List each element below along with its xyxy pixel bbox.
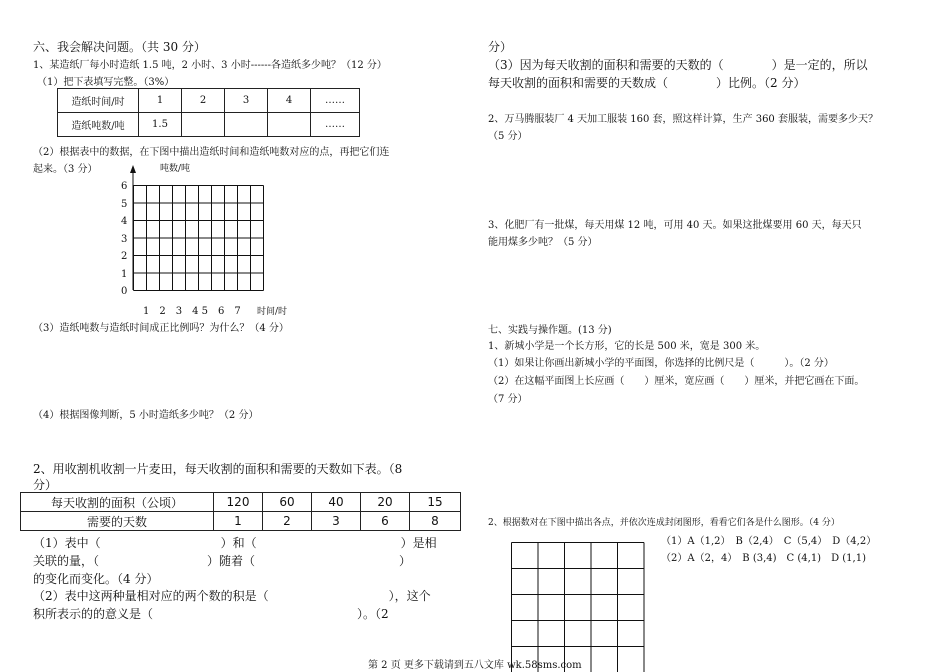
q1-part1: （1）把下表填写完整。（3%） — [37, 77, 175, 88]
q2-part1-line2: 关联的量，（ ）随着（ ） — [33, 554, 412, 568]
table-cell: 60 — [263, 493, 312, 512]
q1-stem: 1、某造纸厂每小时造纸 1.5 吨，2 小时、3 小时------各造纸多少吨？（12 分） — [33, 60, 387, 71]
q2-part2-line1: （2）表中这两种量相对应的两个数的积是（ ），这个 — [33, 589, 431, 603]
table-cell — [182, 113, 225, 137]
table-cell: …… — [311, 113, 360, 137]
q2-part2-line2: 积所表示的的意义是（ ）。（2 — [33, 607, 389, 621]
graph-x-label: 时间/时 — [257, 307, 288, 317]
table-cell: 1.5 — [139, 113, 182, 137]
q2-part3-line1: （3）因为每天收割的面积和需要的天数的（ ）是一定的，所以 — [488, 58, 868, 72]
q2-stem-line1: 2、用收割机收割一片麦田，每天收割的面积和需要的天数如下表。（8 — [33, 462, 403, 476]
table-cell: 40 — [312, 493, 361, 512]
q4-line1: 3、化肥厂有一批煤，每天用煤 12 吨，可用 40 天。如果这批煤要用 60 天，每天只 — [488, 220, 862, 231]
table-row-label: 每天收割的面积（公顷） — [21, 493, 214, 512]
q2-part1-line3: 的变化而变化。（4 分） — [33, 572, 159, 586]
s7q2-set1: （1）A（1,2） B（2,4） C（5,4） D（4,2） — [661, 536, 877, 547]
harvest-table — [20, 492, 461, 531]
table-cell — [268, 113, 311, 137]
s7q2-set2: （2）A（2，4） B (3,4) C (4,1) D (1,1) — [661, 553, 866, 564]
continued-text: 分） — [488, 40, 513, 54]
paper-table — [57, 88, 360, 137]
section-six-title: 六、我会解决问题。（共 30 分） — [33, 40, 206, 54]
table-cell: 3 — [225, 89, 268, 113]
table-cell: 120 — [214, 493, 263, 512]
table-cell: 2 — [263, 512, 312, 531]
blank-grid — [510, 541, 646, 672]
table-cell: 20 — [361, 493, 410, 512]
q3-line1: 2、万马腾服装厂 4 天加工服装 160 套，照这样计算，生产 360 套服装，需要多少天？ — [488, 114, 878, 125]
table-cell — [225, 113, 268, 137]
q1-part2-line1: （2）根据表中的数据，在下图中描出造纸时间和造纸吨数对应的点，再把它们连 — [33, 147, 390, 158]
table-cell: 15 — [410, 493, 461, 512]
table-cell: …… — [311, 89, 360, 113]
table-row-label: 造纸吨数/吨 — [58, 113, 139, 137]
table-row-label: 造纸时间/时 — [58, 89, 139, 113]
s7q1-stem: 1、新城小学是一个长方形，它的长是 500 米，宽是 300 米。 — [488, 341, 766, 352]
table-cell: 8 — [410, 512, 461, 531]
q4-line2: 能用煤多少吨？（5 分） — [488, 237, 598, 248]
section-seven-title: 七、实践与操作题。(13 分) — [488, 325, 612, 336]
table-cell: 4 — [268, 89, 311, 113]
s7q2-stem: 2、根据数对在下图中描出各点，并依次连成封闭图形，看看它们各是什么图形。（4 分） — [488, 518, 840, 528]
graph-y-label: 吨数/吨 — [160, 164, 191, 174]
table-cell: 2 — [182, 89, 225, 113]
s7q1-part1: （1）如果让你画出新城小学的平面图，你选择的比例尺是（ ）。（2 分） — [488, 358, 834, 369]
q2-part1-line1: （1）表中（ ）和（ ）是相 — [33, 536, 437, 550]
q1-part3: （3）造纸吨数与造纸时间成正比例吗？为什么？（4 分） — [33, 323, 289, 334]
q1-part2-line2: 起来。（3 分） — [33, 164, 98, 175]
q1-part4: （4）根据图像判断，5 小时造纸多少吨？（2 分） — [33, 410, 259, 421]
s7q1-part2-line2: （7 分） — [488, 394, 528, 405]
q2-part3-line2: 每天收割的面积和需要的天数成（ ）比例。（2 分） — [488, 76, 806, 90]
table-row-label: 需要的天数 — [21, 512, 214, 531]
table-cell: 3 — [312, 512, 361, 531]
q3-line2: （5 分） — [488, 131, 528, 142]
graph-y-ticks: 6 5 4 3 2 1 0 — [121, 181, 128, 297]
table-cell: 1 — [139, 89, 182, 113]
q2-stem-line2: 分） — [33, 478, 58, 492]
table-cell: 6 — [361, 512, 410, 531]
s7q1-part2-line1: （2）在这幅平面图上长应画（ ）厘米，宽应画（ ）厘米，并把它画在下面。 — [488, 376, 865, 387]
table-cell: 1 — [214, 512, 263, 531]
graph-x-ticks: 1 2 3 4 5 6 7 — [143, 306, 241, 317]
page-footer: 第 2 页 更多下载请到五八文库 wk.58sms.com — [368, 660, 582, 671]
coordinate-grid — [110, 165, 310, 315]
